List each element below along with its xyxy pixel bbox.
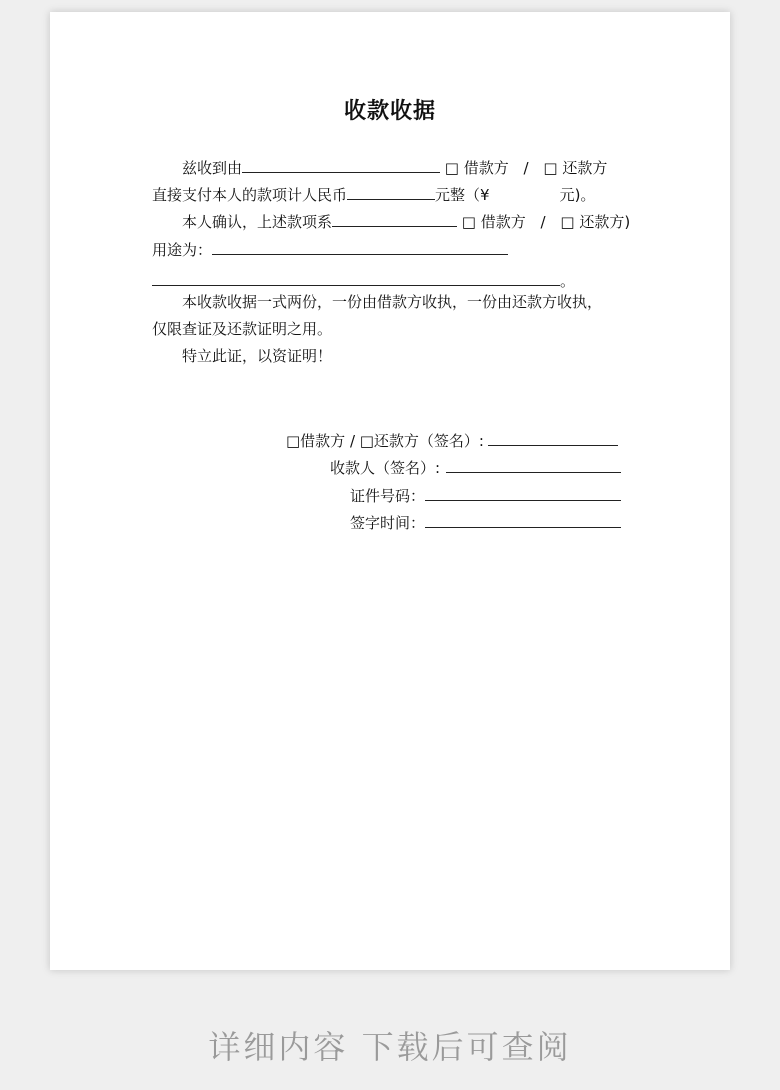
paragraph-copies: 本收款收据一式两份，一份由借款方收执，一份由还款方收执，: [182, 293, 603, 311]
confirm-option-borrower: □ 借款方: [461, 213, 526, 231]
payer-name-blank: [242, 156, 440, 173]
received-from-label: 兹收到由: [182, 159, 243, 177]
purpose-end-mark: 。: [560, 272, 576, 290]
confirm-blank: [332, 210, 457, 227]
purpose-label: 用途为：: [152, 241, 213, 259]
amount-end-label: 元)。: [559, 186, 596, 204]
signing-date-blank: [425, 511, 621, 528]
signing-date-label: 签字时间：: [350, 514, 426, 532]
document-page: [50, 12, 730, 970]
purpose-blank: [212, 238, 508, 255]
signature-party-blank: [488, 429, 618, 446]
paragraph-hereby: 特立此证，以资证明！: [182, 347, 333, 365]
option-repayer: □ 还款方: [543, 159, 608, 177]
id-number-label: 证件号码：: [350, 487, 426, 505]
amount-yuan-label: 元整（¥: [435, 186, 490, 204]
option-separator: /: [523, 159, 529, 177]
confirm-option-repayer: □ 还款方): [560, 213, 631, 231]
signature-receiver-label: 收款人（签名）:: [330, 459, 441, 477]
signature-row-receiver: [330, 456, 621, 478]
document-title: 收款收据: [343, 99, 436, 124]
id-number-blank: [425, 484, 621, 501]
confirm-label: 本人确认，上述款项系: [182, 213, 333, 231]
paragraph-confirm: [182, 210, 630, 232]
paragraph-purpose-limit: 仅限查证及还款证明之用。: [152, 320, 333, 338]
option-borrower: □ 借款方: [444, 159, 509, 177]
signature-party-label: □借款方 / □还款方（签名）:: [286, 432, 484, 450]
signature-receiver-blank: [446, 456, 621, 473]
signature-row-party: [286, 429, 618, 451]
amount-label: 直接支付本人的款项计人民币: [152, 186, 348, 204]
paragraph-purpose: [152, 238, 508, 260]
amount-words-blank: [347, 183, 435, 200]
confirm-option-separator: /: [540, 213, 546, 231]
paragraph-received-from: [182, 156, 607, 178]
paragraph-purpose-continued: [152, 269, 575, 291]
signature-row-id: [350, 484, 621, 506]
download-hint: 详细内容 下载后可查阅: [208, 1028, 572, 1066]
paragraph-amount: [152, 183, 595, 205]
signature-row-date: [350, 511, 621, 533]
purpose-blank-2: [152, 269, 560, 286]
